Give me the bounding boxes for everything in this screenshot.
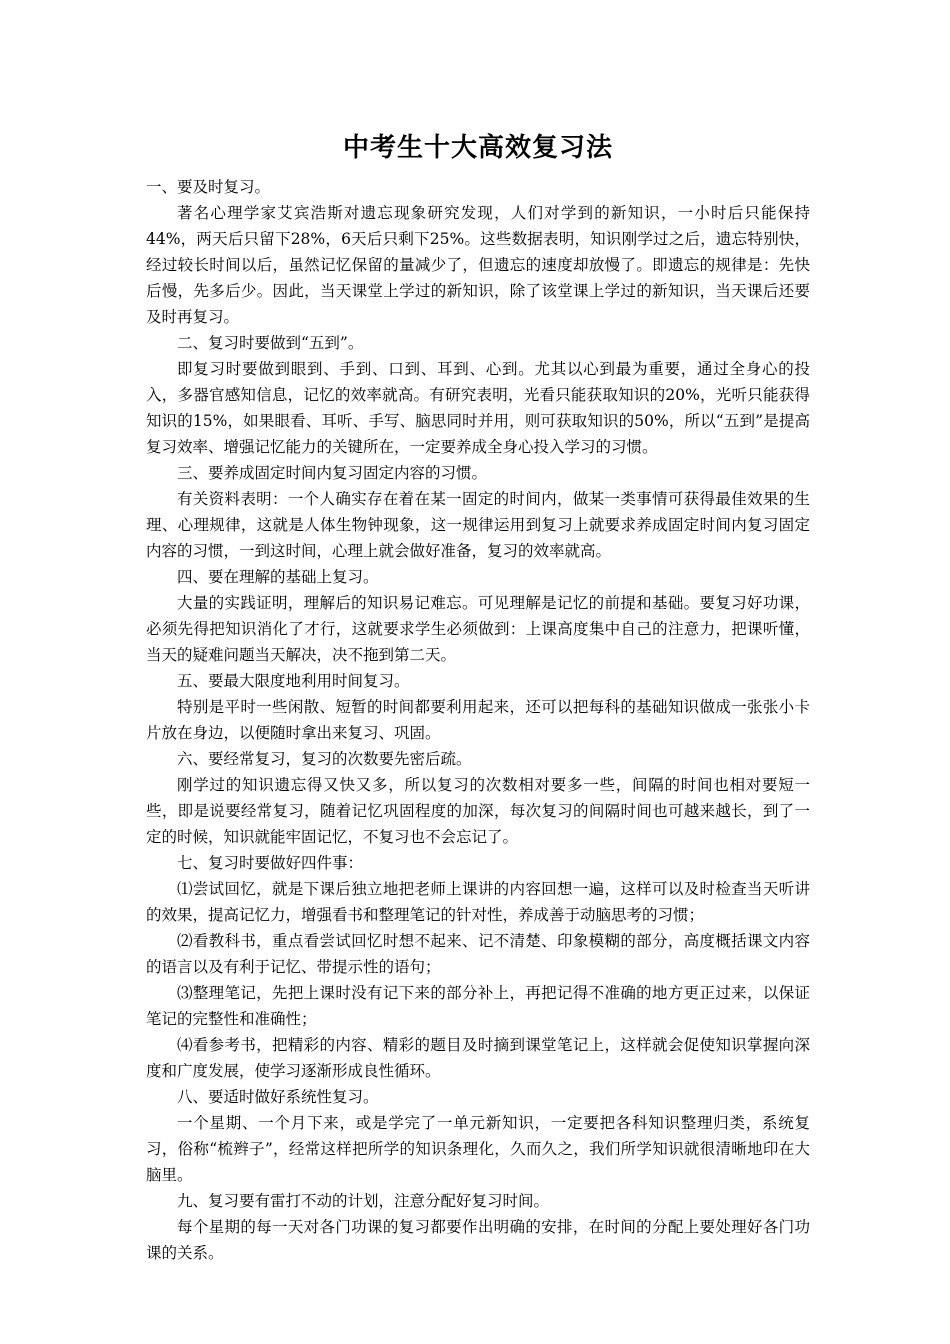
section-heading-9: 九、复习要有雷打不动的计划，注意分配好复习时间。 (177, 1192, 550, 1210)
section-paragraph-1: 著名心理学家艾宾浩斯对遗忘现象研究发现，人们对学到的新知识，一小时后只能保持44%，两天后只留下28%，6天后只剩下25%。这些数据表明，知识刚学过之后，遗忘特别快，经过较长时间以后，虽然记忆保留的量减少了，但遗忘的速度却放慢了。即遗忘的规律是：先快后慢，先多后少。因此，当天课堂上学过的新知识，除了该堂课上学过的新知识，当天课后还要及时再复习。 (146, 204, 810, 326)
section-heading-1: 一、要及时复习。 (146, 178, 271, 196)
section-heading-8: 八、要适时做好系统性复习。 (177, 1088, 379, 1106)
section-heading-7: 七、复习时要做好四件事： (177, 854, 364, 872)
section-heading-2: 二、复习时要做到“五到”。 (177, 334, 364, 352)
section-heading-4: 四、要在理解的基础上复习。 (177, 568, 379, 586)
section-item-4: ⑷看参考书，把精彩的内容、精彩的题目及时摘到课堂笔记上，这样就会促使知识掌握向深度和广度发展，使学习逐渐形成良性循环。 (146, 1036, 810, 1080)
section-paragraph-4: 大量的实践证明，理解后的知识易记难忘。可见理解是记忆的前提和基础。要复习好功课，必须先得把知识消化了才行，这就要求学生必须做到：上课高度集中自己的注意力，把课听懂，当天的疑难问题当天解决，决不拖到第二天。 (146, 594, 810, 664)
section-paragraph-8: 一个星期、一个月下来，或是学完了一单元新知识，一定要把各科知识整理归类，系统复习，俗称“梳辫子”，经常这样把所学的知识条理化，久而久之，我们所学知识就很清晰地印在大脑里。 (146, 1114, 810, 1184)
section-item-1: ⑴尝试回忆，就是下课后独立地把老师上课讲的内容回想一遍，这样可以及时检查当天听讲的效果，提高记忆力，增强看书和整理笔记的针对性，养成善于动脑思考的习惯； (146, 880, 810, 924)
section-paragraph-2: 即复习时要做到眼到、手到、口到、耳到、心到。尤其以心到最为重要，通过全身心的投入，多器官感知信息，记忆的效率就高。有研究表明，光看只能获取知识的20%，光听只能获得知识的15%，如果眼看、耳听、手写、脑思同时并用，则可获取知识的50%，所以“五到”是提高复习效率、增强记忆能力的关键所在，一定要养成全身心投入学习的习惯。 (146, 360, 810, 456)
section-paragraph-9: 每个星期的每一天对各门功课的复习都要作出明确的安排，在时间的分配上要处理好各门功课的关系。 (146, 1218, 810, 1262)
section-heading-5: 五、要最大限度地利用时间复习。 (177, 672, 410, 690)
section-item-3: ⑶整理笔记，先把上课时没有记下来的部分补上，再把记得不准确的地方更正过来，以保证笔记的完整性和准确性； (146, 984, 810, 1028)
section-paragraph-5: 特别是平时一些闲散、短暂的时间都要利用起来，还可以把每科的基础知识做成一张张小卡片放在身边，以便随时拿出来复习、巩固。 (146, 698, 810, 742)
section-paragraph-3: 有关资料表明：一个人确实存在着在某一固定的时间内，做某一类事情可获得最佳效果的生理、心理规律，这就是人体生物钟现象，这一规律运用到复习上就要求养成固定时间内复习固定内容的习惯，一到这时间，心理上就会做好准备，复习的效率就高。 (146, 490, 810, 560)
document-title: 中考生十大高效复习法 (342, 133, 613, 163)
section-heading-6: 六、要经常复习，复习的次数要先密后疏。 (177, 750, 472, 768)
section-paragraph-6: 刚学过的知识遗忘得又快又多，所以复习的次数相对要多一些，间隔的时间也相对要短一些，即是说要经常复习，随着记忆巩固程度的加深，每次复习的间隔时间也可越来越长，到了一定的时候，知识就能牢固记忆，不复习也不会忘记了。 (146, 776, 810, 846)
section-item-2: ⑵看教科书，重点看尝试回忆时想不起来、记不清楚、印象模糊的部分，高度概括课文内容的语言以及有利于记忆、带提示性的语句； (146, 932, 810, 976)
document-page (146, 128, 810, 1266)
section-heading-3: 三、要养成固定时间内复习固定内容的习惯。 (177, 464, 488, 482)
